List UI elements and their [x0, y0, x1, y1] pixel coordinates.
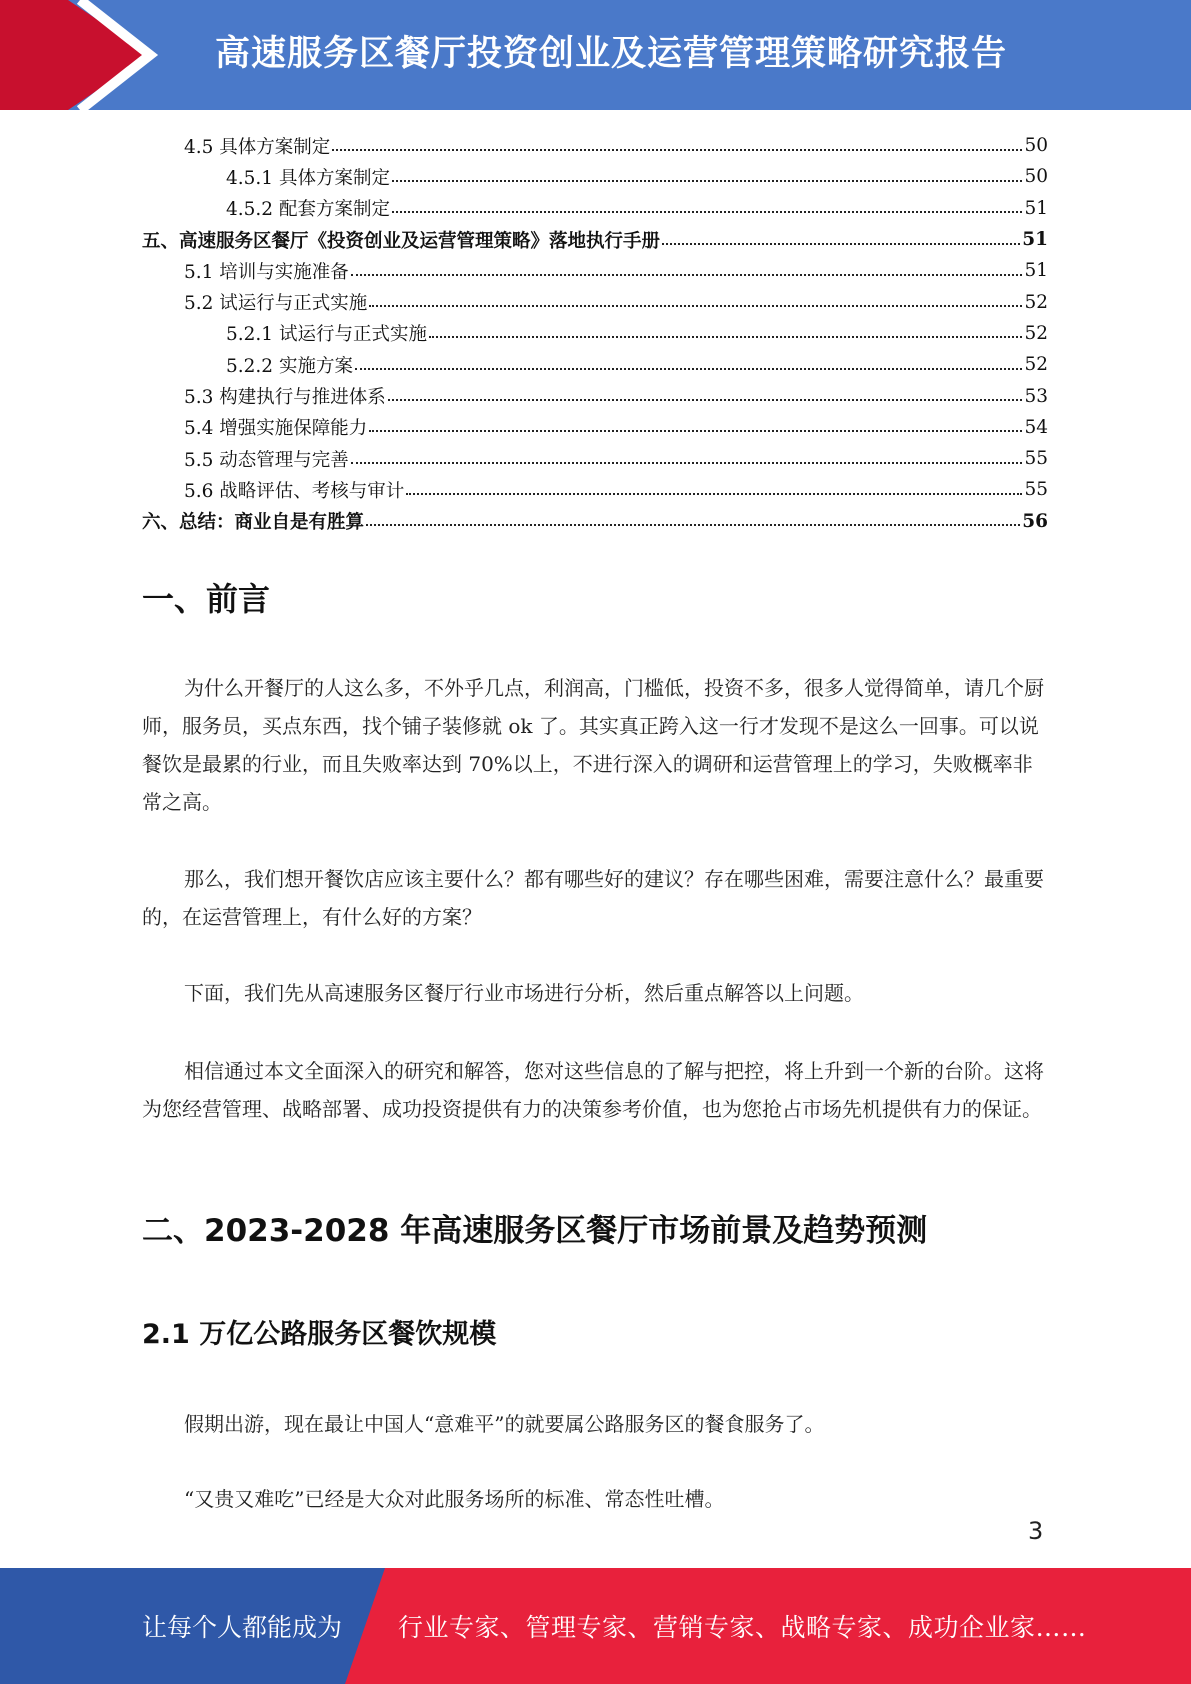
toc-entry-label: 5.1 培训与实施准备: [142, 258, 351, 284]
toc-leader-dots: [392, 211, 1022, 213]
paragraph: “又贵又难吃”已经是大众对此服务场所的标准、常态性吐槽。: [184, 1487, 725, 1511]
paragraph: 假期出游，现在最让中国人“意难平”的就要属公路服务区的餐食服务了。: [184, 1412, 825, 1436]
toc-entry[interactable]: [142, 506, 1048, 537]
page-footer: [0, 1568, 1191, 1684]
toc-entry-label: 5.2.2 实施方案: [142, 352, 355, 378]
toc-leader-dots: [662, 243, 1020, 245]
toc-entry-label: 5.5 动态管理与完善: [142, 446, 351, 472]
toc-entry-page: 52: [1024, 322, 1048, 344]
toc-entry-page: 56: [1022, 510, 1048, 532]
toc-leader-dots: [369, 305, 1022, 307]
section-title-preface: 一、前言: [142, 580, 271, 618]
toc-entry-page: 55: [1024, 448, 1048, 470]
toc-entry[interactable]: [142, 193, 1048, 224]
toc-entry[interactable]: [142, 161, 1048, 192]
page-number: 3: [1028, 1517, 1044, 1545]
toc-entry-page: 50: [1024, 166, 1048, 188]
toc-leader-dots: [351, 462, 1023, 464]
toc-leader-dots: [332, 149, 1022, 151]
footer-slogan-left: 让每个人都能成为: [142, 1613, 343, 1642]
toc-entry-label: 4.5.1 具体方案制定: [142, 164, 392, 190]
toc-leader-dots: [388, 399, 1023, 401]
toc-entry-label: 5.2.1 试运行与正式实施: [142, 320, 429, 346]
section-title-market-forecast: 二、2023-2028 年高速服务区餐厅市场前景及趋势预测: [142, 1213, 928, 1249]
header-title: 高速服务区餐厅投资创业及运营管理策略研究报告: [215, 34, 1008, 74]
toc-leader-dots: [392, 180, 1022, 182]
footer-slogan-right: 行业专家、管理专家、营销专家、战略专家、成功企业家……: [398, 1613, 1087, 1642]
toc-entry-page: 51: [1022, 229, 1048, 251]
toc-entry-page: 50: [1024, 135, 1048, 157]
toc-leader-dots: [369, 430, 1022, 432]
toc-leader-dots: [366, 524, 1020, 526]
paragraph: 相信通过本文全面深入的研究和解答，您对这些信息的了解与把控，将上升到一个新的台阶。这将为您经营管理、战略部署、成功投资提供有力的决策参考价值，也为您抢占市场先机提供有力的保证。: [142, 1059, 1044, 1121]
toc-entry-label: 六、总结：商业自是有胜算: [142, 508, 366, 534]
paragraph: 下面，我们先从高速服务区餐厅行业市场进行分析，然后重点解答以上问题。: [184, 981, 864, 1005]
toc-entry-label: 5.2 试运行与正式实施: [142, 289, 369, 315]
toc-entry[interactable]: [142, 412, 1048, 443]
toc-leader-dots: [429, 336, 1022, 338]
toc-entry-page: 55: [1024, 479, 1048, 501]
toc-entry-page: 53: [1024, 385, 1048, 407]
paragraph: 为什么开餐厅的人这么多，不外乎几点，利润高，门槛低，投资不多，很多人觉得简单，请几个厨师，服务员，买点东西，找个铺子装修就 ok 了。其实真正跨入这一行才发现不是这么一回事。可以说餐饮是最累的行业，而且失败率达到 70%以上，不进行深入的调研和运营管理上的学习，失败概率非常之高。: [142, 676, 1044, 814]
toc-entry[interactable]: [142, 318, 1048, 349]
toc-entry[interactable]: [142, 349, 1048, 380]
toc-entry-label: 五、高速服务区餐厅《投资创业及运营管理策略》落地执行手册: [142, 227, 662, 253]
toc-entry-label: 4.5.2 配套方案制定: [142, 195, 392, 221]
toc-entry-page: 54: [1024, 416, 1048, 438]
toc-entry[interactable]: [142, 286, 1048, 317]
table-of-contents: [142, 130, 1048, 537]
toc-entry-label: 5.4 增强实施保障能力: [142, 414, 369, 440]
toc-entry[interactable]: [142, 255, 1048, 286]
toc-leader-dots: [355, 368, 1023, 370]
toc-entry-page: 51: [1024, 260, 1048, 282]
toc-entry-label: 4.5 具体方案制定: [142, 133, 332, 159]
toc-leader-dots: [406, 493, 1022, 495]
toc-entry-label: 5.3 构建执行与推进体系: [142, 383, 388, 409]
toc-entry-page: 51: [1024, 197, 1048, 219]
toc-entry-label: 5.6 战略评估、考核与审计: [142, 477, 406, 503]
toc-leader-dots: [351, 274, 1023, 276]
toc-entry[interactable]: [142, 130, 1048, 161]
toc-entry[interactable]: [142, 380, 1048, 411]
page-header: [0, 0, 1191, 110]
toc-entry[interactable]: [142, 474, 1048, 505]
toc-entry[interactable]: [142, 443, 1048, 474]
toc-entry-page: 52: [1024, 354, 1048, 376]
paragraph: 那么，我们想开餐饮店应该主要什么？都有哪些好的建议？存在哪些困难，需要注意什么？最重要的，在运营管理上，有什么好的方案？: [142, 867, 1044, 929]
toc-entry-page: 52: [1024, 291, 1048, 313]
subsection-title: 2.1 万亿公路服务区餐饮规模: [142, 1319, 497, 1350]
toc-entry[interactable]: [142, 224, 1048, 255]
